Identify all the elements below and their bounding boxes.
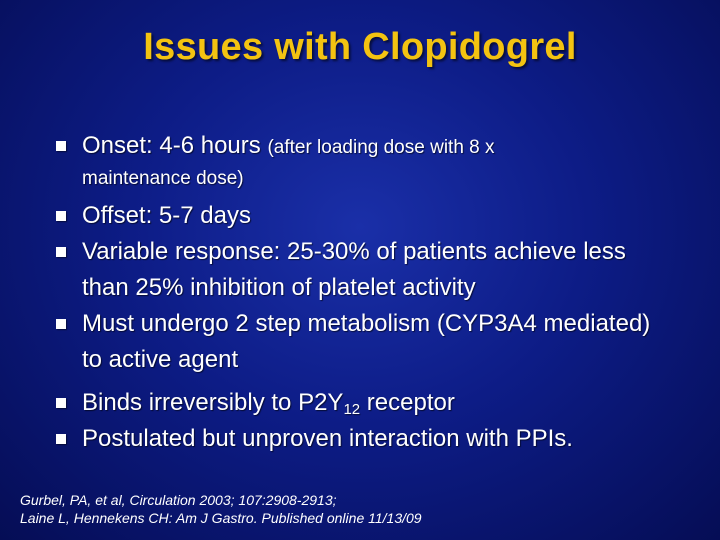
square-bullet-icon — [56, 398, 66, 408]
bullet-ppi — [56, 421, 656, 457]
bullet-onset-note: (after loading dose with 8 x — [267, 137, 495, 158]
bullet-onset-note-cont: maintenance dose) — [82, 168, 244, 189]
citation-line-1: Gurbel, PA, et al, Circulation 2003; 107:2908-2913; — [20, 492, 337, 508]
square-bullet-icon — [56, 319, 66, 329]
bullet-ppi-text: Postulated but unproven interaction with PPIs. — [82, 425, 573, 452]
square-bullet-icon — [56, 247, 66, 257]
bullet-binds-after: receptor — [360, 389, 455, 416]
bullet-variable-response-text: Variable response: 25-30% of patients achieve less than 25% inhibition of platelet activity — [82, 238, 626, 301]
square-bullet-icon — [56, 141, 66, 151]
bullet-variable-response — [56, 234, 656, 306]
bullet-metabolism — [56, 306, 656, 378]
bullet-onset — [56, 128, 656, 192]
bullet-onset-main: Onset: 4-6 hours — [82, 132, 268, 159]
bullet-binds — [56, 385, 656, 421]
bullet-offset — [56, 198, 656, 234]
bullet-offset-text: Offset: 5-7 days — [82, 202, 251, 229]
bullet-metabolism-text: Must undergo 2 step metabolism (CYP3A4 mediated) to active agent — [82, 310, 651, 373]
bullet-binds-before: Binds irreversibly to P2Y — [82, 389, 344, 416]
bullet-binds-subscript: 12 — [343, 401, 361, 418]
citation-line-2: Laine L, Hennekens CH: Am J Gastro. Published online 11/13/09 — [20, 510, 422, 526]
citation — [20, 491, 700, 527]
square-bullet-icon — [56, 211, 66, 221]
square-bullet-icon — [56, 434, 66, 444]
slide-title: Issues with Clopidogrel — [143, 26, 577, 68]
